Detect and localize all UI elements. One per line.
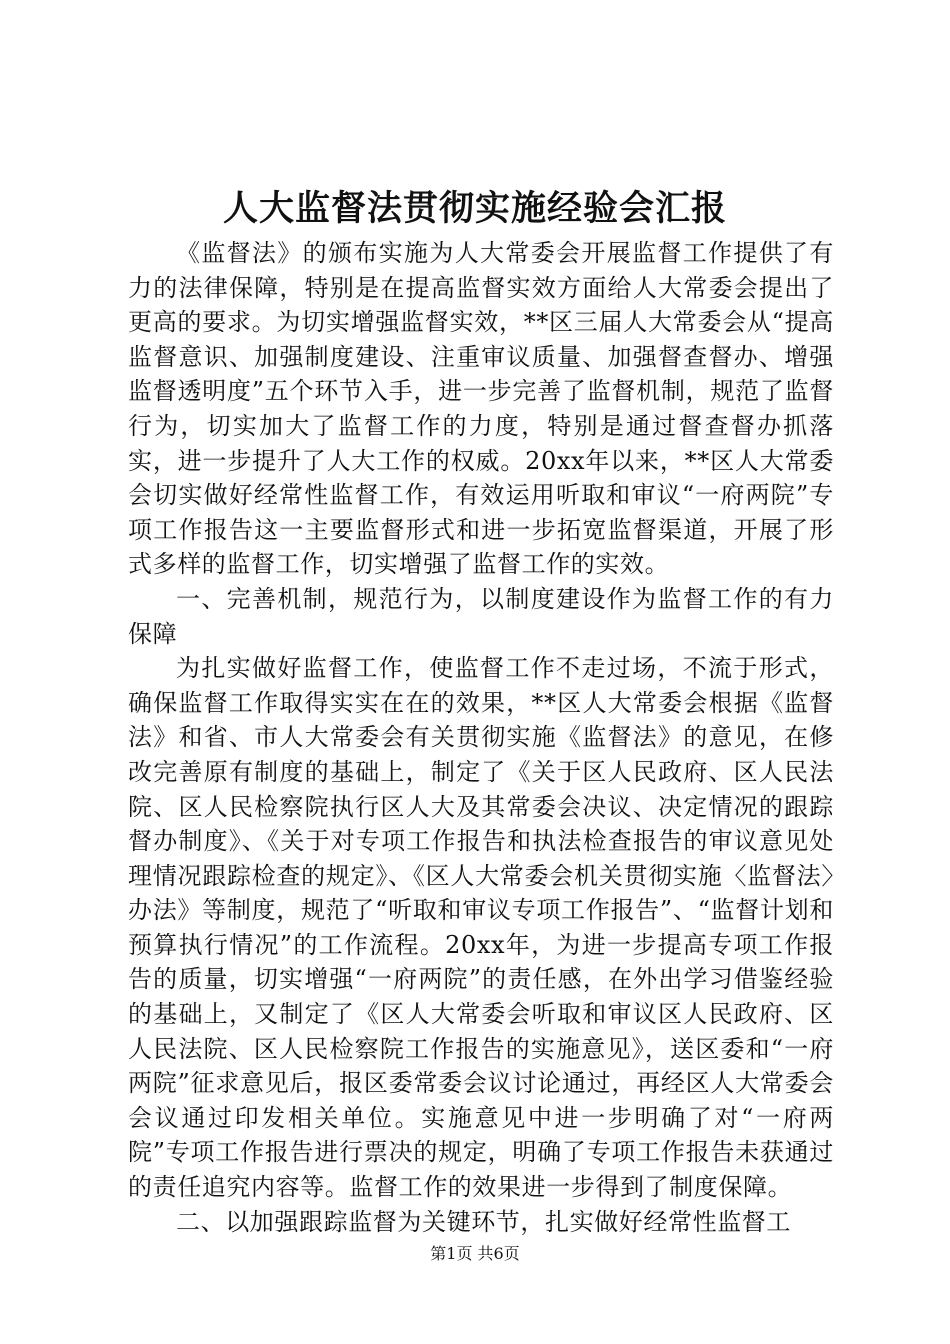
page-number: 第1页	[430, 1244, 473, 1263]
page-footer	[0, 1244, 950, 1264]
paragraph-section-1: 为扎实做好监督工作，使监督工作不走过场，不流于形式，确保监督工作取得实实在在的效果，**区人大常委会根据《监督法》和省、市人大常委会有关贯彻实施《监督法》的意见，在修改完善原有制度的基础上，制定了《关于区人民政府、区人民法院、区人民检察院执行区人大及其常委会决议、决定情况的跟踪督办制度》、《关于对专项工作报告和执法检查报告的审议意见处理情况跟踪检查的规定》、《区人大常委会机关贯彻实施〈监督法〉办法》等制度，规范了“听取和审议专项工作报告”、“监督计划和预算执行情况”的工作流程。20xx年，为进一步提高专项工作报告的质量，切实增强“一府两院”的责任感，在外出学习借鉴经验的基础上，又制定了《区人大常委会听取和审议区人民政府、区人民法院、区人民检察院工作报告的实施意见》，送区委和“一府两院”征求意见后，报区委常委会议讨论通过，再经区人大常委会会议通过印发相关单位。实施意见中进一步明确了对“一府两院”专项工作报告进行票决的规定，明确了专项工作报告未获通过的责任追究内容等。监督工作的效果进一步得到了制度保障。	[128, 654, 834, 1202]
section-heading-1: 一、完善机制，规范行为，以制度建设作为监督工作的有力保障	[128, 584, 834, 648]
paragraph-intro: 《监督法》的颁布实施为人大常委会开展监督工作提供了有力的法律保障，特别是在提高监督实效方面给人大常委会提出了更高的要求。为切实增强监督实效，**区三届人大常委会从“提高监督意识、加强制度建设、注重审议质量、加强督查督办、增强监督透明度”五个环节入手，进一步完善了监督机制，规范了监督行为，切实加大了监督工作的力度，特别是通过督查督办抓落实，进一步提升了人大工作的权威。20xx年以来，**区人大常委会切实做好经常性监督工作，有效运用听取和审议“一府两院”专项工作报告这一主要监督形式和进一步拓宽监督渠道，开展了形式多样的监督工作，切实增强了监督工作的实效。	[128, 239, 834, 579]
section-heading-2: 二、以加强跟踪监督为关键环节，扎实做好经常性监督工	[176, 1207, 791, 1236]
document-body	[128, 236, 834, 1239]
page-total: 共6页	[477, 1244, 520, 1263]
document-title: 人大监督法贯彻实施经验会汇报	[222, 188, 727, 229]
